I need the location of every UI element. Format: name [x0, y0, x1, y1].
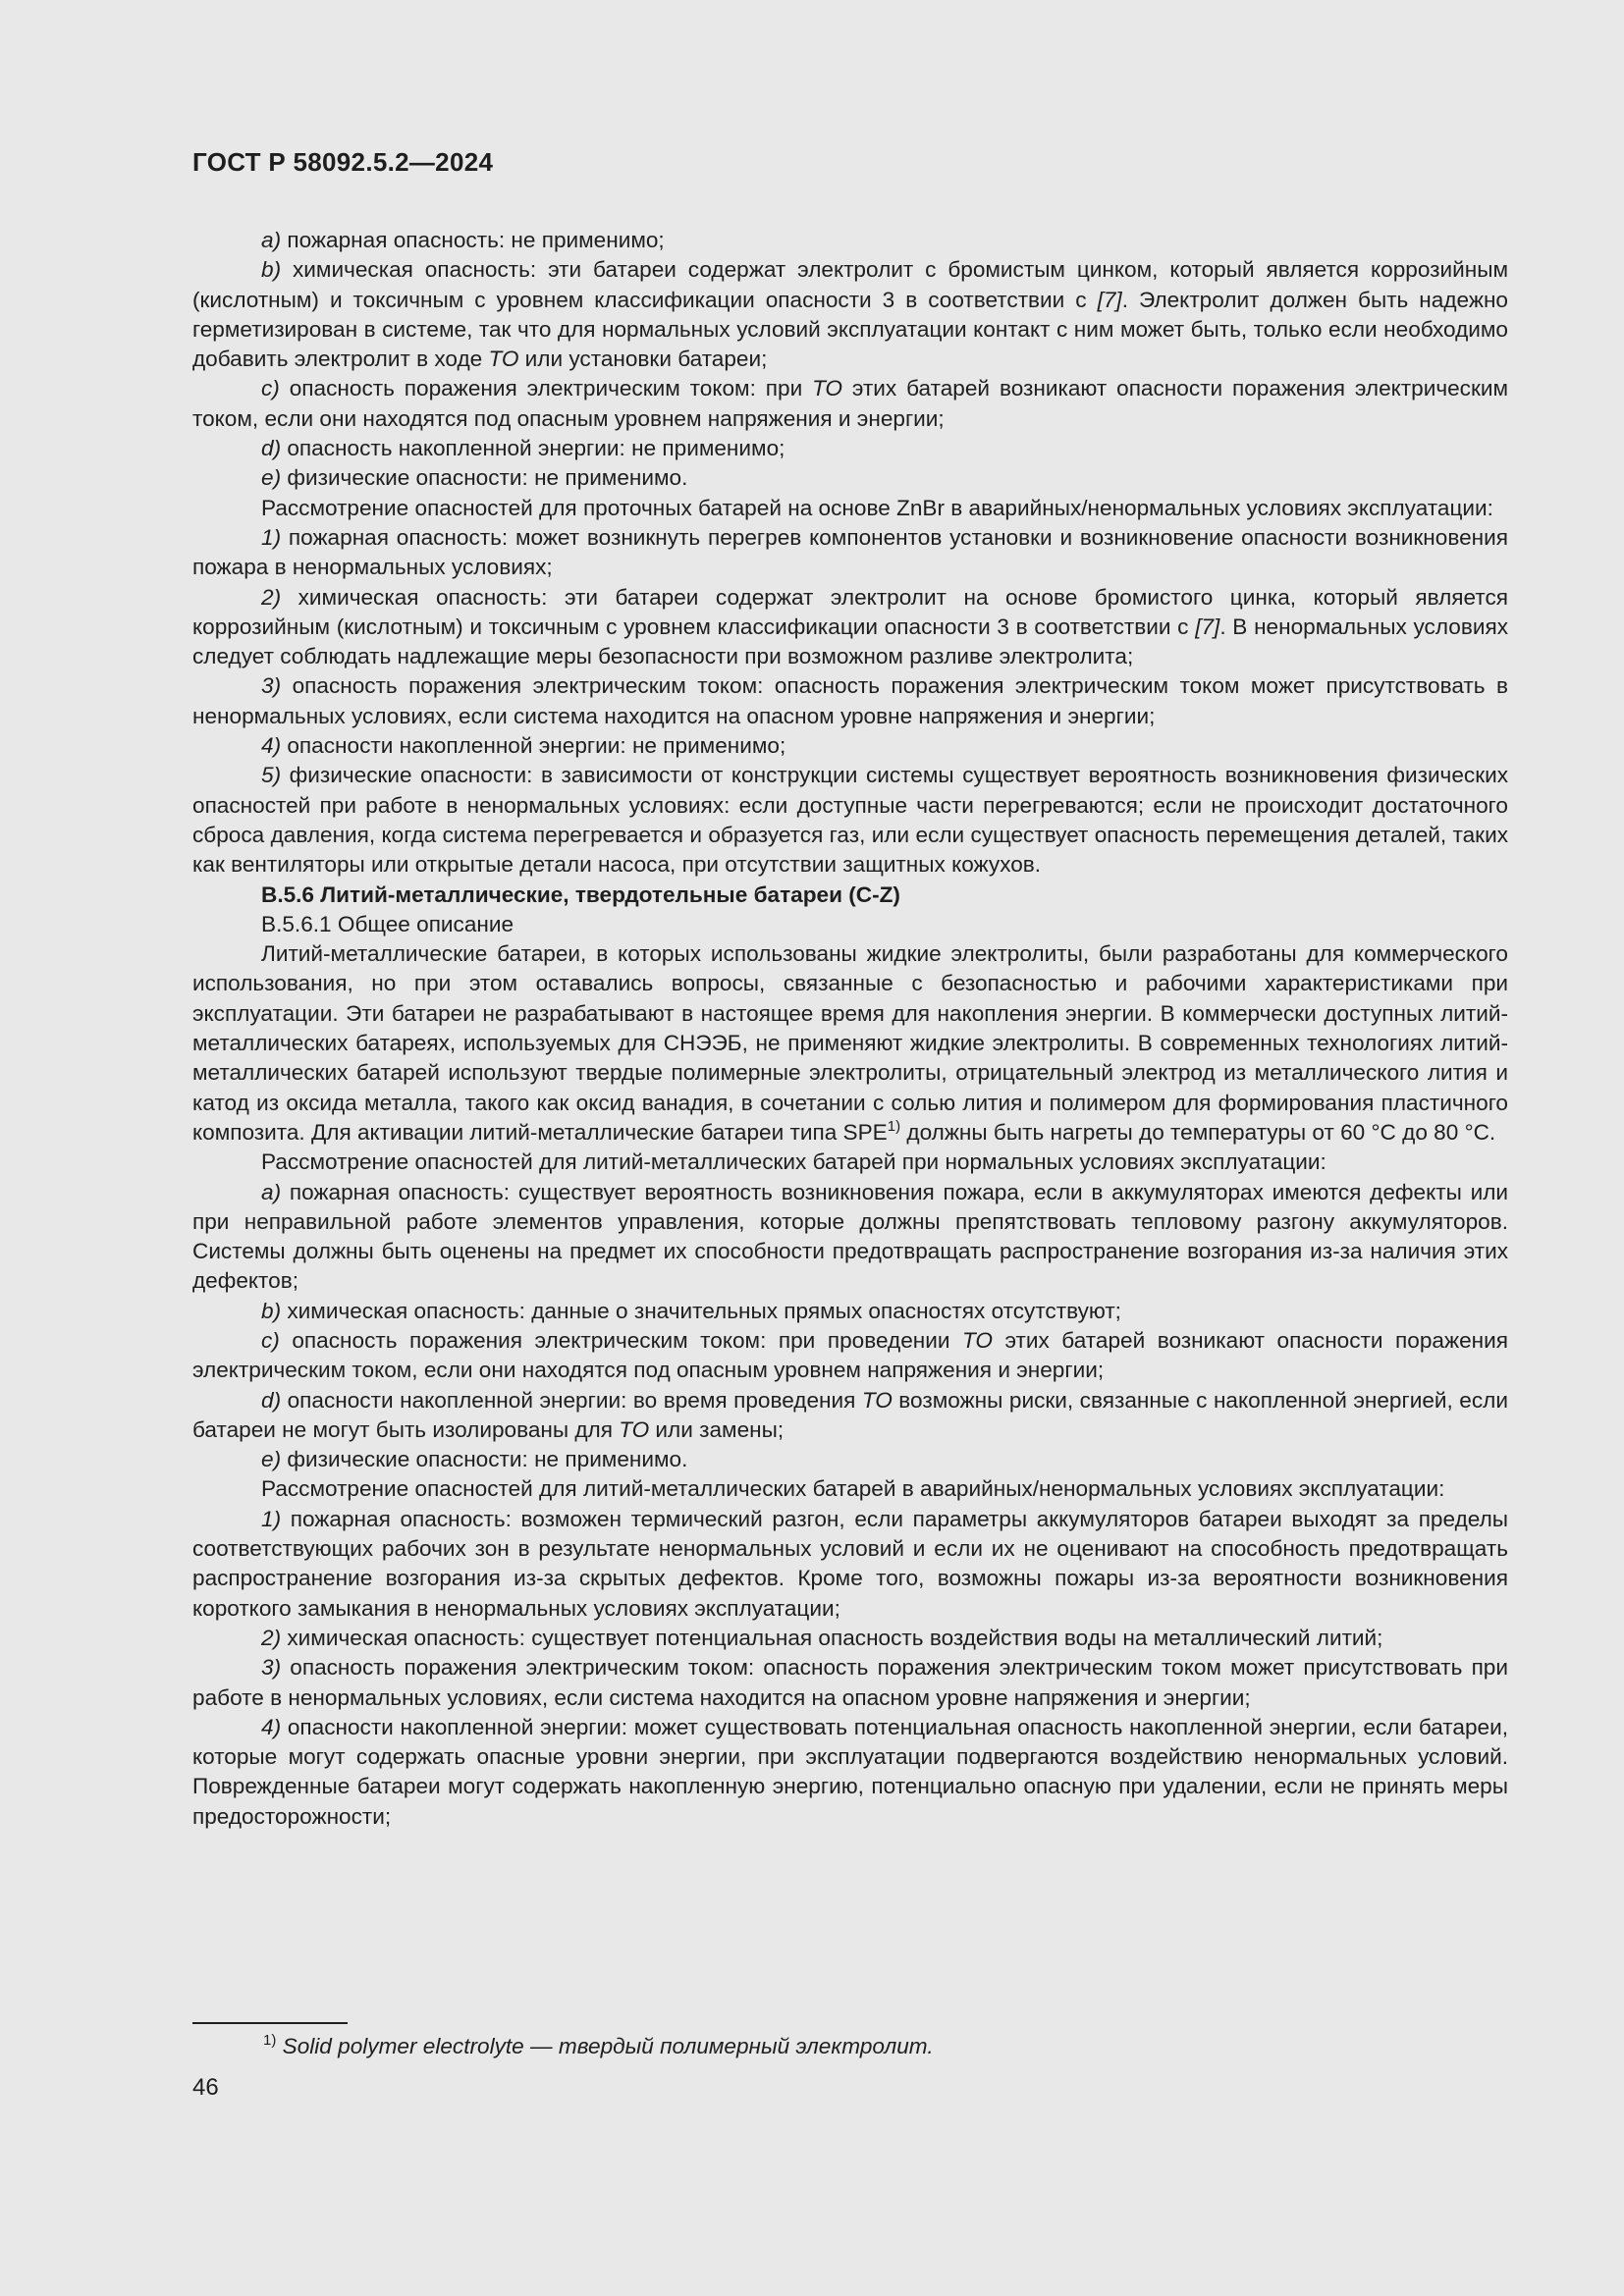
- item-marker: c): [261, 1327, 280, 1353]
- abbreviation: ТО: [861, 1387, 893, 1413]
- item-marker: d): [261, 1387, 282, 1413]
- paragraph-text: должны быть нагреты до температуры от 60 °C до 80 °C.: [900, 1119, 1496, 1145]
- item-text: опасности накопленной энергии: может существовать потенциальная опасность накопленной энергии, если батареи, которые могут содержать опасные уровни энергии, при эксплуатации подвергаются воздействию ненормальных условий. Поврежденные батареи могут содержать накопленную энергию, потенциально опасную при удалении, если не принять меры предосторожности;: [192, 1714, 1508, 1829]
- item-marker: c): [261, 376, 280, 401]
- page-number: 46: [192, 2074, 219, 2101]
- list-item: [192, 434, 1508, 463]
- subsection-heading: B.5.6.1 Общее описание: [261, 911, 514, 936]
- item-text: химическая опасность: эти батареи содержат электролит на основе бромистого цинка, который является коррозийным (кислотным) и токсичным с уровнем классификации опасности 3 в соответствии с: [192, 584, 1508, 639]
- list-item: [192, 463, 1508, 493]
- reference: [7]: [1195, 614, 1220, 639]
- section-heading: B.5.6 Литий-металлические, твердотельные батареи (C-Z): [261, 881, 900, 907]
- item-text: пожарная опасность: может возникнуть перегрев компонентов установки и возникновение опасности возникновения пожара в ненормальных условиях;: [192, 524, 1508, 580]
- list-item: [192, 583, 1508, 672]
- item-text: химическая опасность: данные о значительных прямых опасностях отсутствуют;: [281, 1298, 1121, 1323]
- footnote-text: Solid polymer electrolyte — твердый полимерный электролит.: [276, 2034, 934, 2058]
- item-marker: 2): [261, 584, 282, 610]
- paragraph: Рассмотрение опасностей для литий-металлических батарей при нормальных условиях эксплуатации:: [261, 1149, 1326, 1175]
- item-text: физические опасности: не применимо.: [281, 1447, 688, 1472]
- paragraph-text: Литий-металлические батареи, в которых использованы жидкие электролиты, были разработаны для коммерческого использования, но при этом оставались вопросы, связанные с безопасностью и рабочими характеристиками при эксплуатации. Эти батареи не разрабатывают в настоящее время для накопления энергии. В коммерчески доступных литий-металлических батареях, используемых для СНЭЭБ, не применяют жидкие электролиты. В современных технологиях литий-металлических батарей используют твердые полимерные электролиты, отрицательный электрод из металлического лития и катод из оксида металла, такого как оксид ванадия, в сочетании с солью лития и полимером для формирования пластичного композита. Для активации литий-металлические батареи типа SPE: [192, 941, 1508, 1145]
- item-text: пожарная опасность: не применимо;: [281, 228, 665, 252]
- item-text: опасности накопленной энергии: во время проведения: [281, 1387, 862, 1413]
- item-text: этих батарей возникают опасности поражения электрическим током, если они находятся под опасным уровнем напряжения и энергии;: [192, 376, 1508, 431]
- item-text: опасность накопленной энергии: не применимо;: [281, 436, 785, 461]
- document-body: [192, 226, 1508, 1832]
- list-item: [192, 226, 1508, 255]
- item-text: опасность поражения электрическим током: при проведении: [279, 1327, 963, 1353]
- item-marker: b): [261, 1298, 282, 1323]
- list-item: [192, 1386, 1508, 1446]
- item-text: этих батарей возникают опасности поражения электрическим током, если они находятся под опасным уровнем напряжения и энергии;: [192, 1327, 1508, 1383]
- list-item: [192, 671, 1508, 731]
- abbreviation: ТО: [488, 347, 519, 372]
- footnote: [263, 2032, 934, 2061]
- item-marker: 3): [261, 673, 282, 699]
- reference: [7]: [1097, 287, 1122, 312]
- item-text: . В ненормальных условиях следует соблюдать надлежащие меры безопасности при возможном разливе электролита;: [192, 614, 1508, 669]
- item-text: пожарная опасность: возможен термический разгон, если параметры аккумуляторов батареи выходят за пределы соответствующих рабочих зон в результате ненормальных условий и если их не оценивают на способность предотвращать распространение возгорания из-за скрытых дефектов. Кроме того, возможны пожары из-за вероятности возникновения короткого замыкания в ненормальных условиях эксплуатации;: [192, 1506, 1508, 1621]
- list-item: [192, 1624, 1508, 1653]
- paragraph: Рассмотрение опасностей для литий-металлических батарей в аварийных/ненормальных условиях эксплуатации:: [261, 1476, 1445, 1502]
- item-marker: a): [261, 1179, 282, 1204]
- list-item: [192, 761, 1508, 880]
- list-item: [192, 1326, 1508, 1386]
- abbreviation: ТО: [812, 376, 842, 401]
- item-text: опасность поражения электрическим током: опасность поражения электрическим током может присутствовать при работе в ненормальных условиях, если система находится на опасном уровне напряжения и энергии;: [192, 1655, 1508, 1710]
- abbreviation: ТО: [962, 1327, 993, 1353]
- item-marker: 4): [261, 733, 282, 759]
- item-text: опасность поражения электрическим током: при: [279, 376, 813, 401]
- footnote-reference[interactable]: 1): [887, 1117, 901, 1135]
- item-text: физические опасности: в зависимости от конструкции системы существует вероятность возникновения физических опасностей при работе в ненормальных условиях: если доступные части перегреваются; если не происходит достаточного сброса давления, когда система перегревается и образуется газ, или если существует опасность перемещения деталей, таких как вентиляторы или открытые детали насоса, при отсутствии защитных кожухов.: [192, 763, 1508, 878]
- list-item: [192, 731, 1508, 761]
- item-text: или установки батареи;: [518, 347, 768, 372]
- abbreviation: ТО: [619, 1416, 650, 1442]
- item-text: химическая опасность: эти батареи содержат электролит с бромистым цинком, который является коррозийным (кислотным) и токсичным с уровнем классификации опасности 3 в соответствии с: [192, 257, 1508, 312]
- item-text: химическая опасность: существует потенциальная опасность воздействия воды на металлический литий;: [281, 1625, 1383, 1650]
- item-marker: 2): [261, 1625, 282, 1650]
- list-item: [192, 1445, 1508, 1474]
- item-text: опасности накопленной энергии: не применимо;: [281, 733, 786, 759]
- list-item: [192, 255, 1508, 374]
- list-item: [192, 1297, 1508, 1326]
- list-item: [192, 374, 1508, 434]
- footnote-divider: [192, 2022, 348, 2024]
- list-item: [192, 523, 1508, 583]
- item-text: пожарная опасность: существует вероятность возникновения пожара, если в аккумуляторах имеются дефекты или при неправильной работе элементов управления, которые должны препятствовать тепловому разгону аккумуляторов. Системы должны быть оценены на предмет их способности предотвращать распространение возгорания из-за наличия этих дефектов;: [192, 1179, 1508, 1294]
- list-item: [192, 1178, 1508, 1297]
- item-marker: a): [261, 228, 282, 252]
- item-marker: d): [261, 436, 282, 461]
- footnote-marker: 1): [263, 2032, 277, 2049]
- item-marker: 5): [261, 763, 282, 788]
- list-item: [192, 1653, 1508, 1713]
- item-marker: e): [261, 1447, 282, 1472]
- item-marker: 1): [261, 1506, 282, 1531]
- item-text: физические опасности: не применимо.: [281, 465, 688, 491]
- document-header: ГОСТ Р 58092.5.2—2024: [192, 147, 494, 177]
- list-item: [192, 1713, 1508, 1832]
- list-item: [192, 1505, 1508, 1624]
- item-marker: e): [261, 465, 282, 491]
- item-marker: 4): [261, 1714, 282, 1739]
- item-marker: 3): [261, 1655, 282, 1681]
- item-text: . Электролит должен быть надежно герметизирован в системе, так что для нормальных условий эксплуатации контакт с ним может быть, только если необходимо добавить электролит в ходе: [192, 287, 1509, 372]
- paragraph: [192, 939, 1508, 1148]
- item-text: возможны риски, связанные с накопленной энергией, если батареи не могут быть изолированы для: [192, 1387, 1508, 1442]
- item-text: опасность поражения электрическим током: опасность поражения электрическим током может присутствовать в ненормальных условиях, если система находится на опасном уровне напряжения и энергии;: [192, 673, 1508, 728]
- item-text: или замены;: [649, 1416, 785, 1442]
- item-marker: b): [261, 257, 282, 283]
- item-marker: 1): [261, 524, 282, 550]
- paragraph: Рассмотрение опасностей для проточных батарей на основе ZnBr в аварийных/ненормальных условиях эксплуатации:: [261, 495, 1493, 520]
